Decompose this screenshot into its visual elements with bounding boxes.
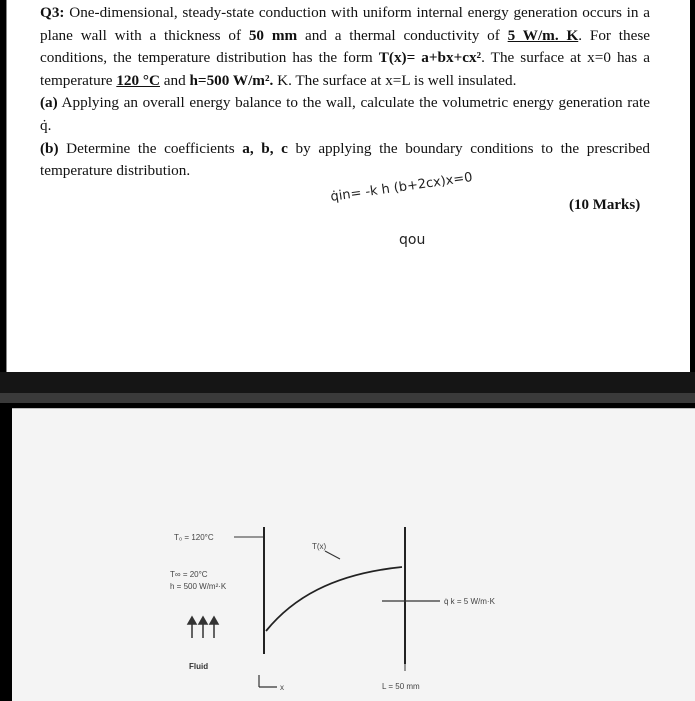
temperature-curve bbox=[266, 567, 402, 631]
question-number: Q3: bbox=[40, 4, 65, 21]
part-a-label: (a) bbox=[40, 94, 58, 112]
handwritten-note-qout: qou bbox=[399, 232, 426, 248]
question-page bbox=[6, 0, 690, 372]
marks-label: (10 Marks) bbox=[569, 197, 641, 213]
plane-wall-diagram bbox=[12, 409, 695, 701]
photo-band bbox=[0, 393, 695, 403]
question-text-segment: One-dimensional, steady-state conduction with uniform internal energy generation occurs in a plane wall with a thickness of bbox=[40, 4, 650, 44]
fluid-label: Fluid bbox=[189, 662, 209, 671]
part-b-label: (b) bbox=[40, 139, 59, 157]
surface-temperature: 120 °C bbox=[116, 71, 160, 89]
question-text-segment: K. The surface at x=L is well insulated. bbox=[273, 71, 517, 89]
h-label: h = 500 W/m²·K bbox=[170, 582, 227, 591]
tinf-label: T∞ = 20°C bbox=[170, 570, 208, 579]
t0-label: T₀ = 120°C bbox=[174, 533, 214, 542]
x-axis-label: x bbox=[280, 683, 284, 692]
part-b-text: Determine the coefficients bbox=[58, 139, 243, 157]
part-b bbox=[40, 138, 650, 183]
question-text-segment: . For these conditions, the temperature distribution has the form bbox=[40, 26, 650, 67]
question-paragraph bbox=[40, 2, 650, 92]
convection-coefficient: h=500 W/m². bbox=[189, 71, 274, 89]
thermal-conductivity: 5 W/m. K bbox=[507, 26, 579, 44]
temperature-distribution: T(x)= a+bx+cx² bbox=[378, 49, 482, 67]
part-a-text: Applying an overall energy balance to the wall, calculate the volumetric energy generation rate q̇. bbox=[40, 94, 650, 134]
question-text-segment: and a thermal conductivity of bbox=[297, 26, 508, 44]
tx-label: T(x) bbox=[312, 542, 327, 551]
fluid-arrows-icon bbox=[188, 617, 218, 638]
part-b-coefficients: a, b, c bbox=[242, 139, 288, 157]
question-text bbox=[40, 2, 650, 183]
part-a bbox=[40, 92, 650, 137]
right-wall-label: q̇ k = 5 W/m·K bbox=[444, 597, 495, 606]
question-text-segment: and bbox=[159, 71, 190, 89]
tx-leader-line bbox=[325, 551, 340, 559]
length-label: L = 50 mm bbox=[382, 682, 420, 691]
handwritten-note-energy: q̇in= -k h (b+2cx)x=0 bbox=[329, 170, 474, 205]
wall-thickness: 50 mm bbox=[248, 26, 298, 44]
question-text-segment: . The surface at x=0 has a temperature bbox=[40, 49, 650, 89]
diagram-page bbox=[12, 408, 695, 701]
part-b-text-end: by applying the boundary conditions to the prescribed temperature distribution. bbox=[40, 139, 651, 180]
